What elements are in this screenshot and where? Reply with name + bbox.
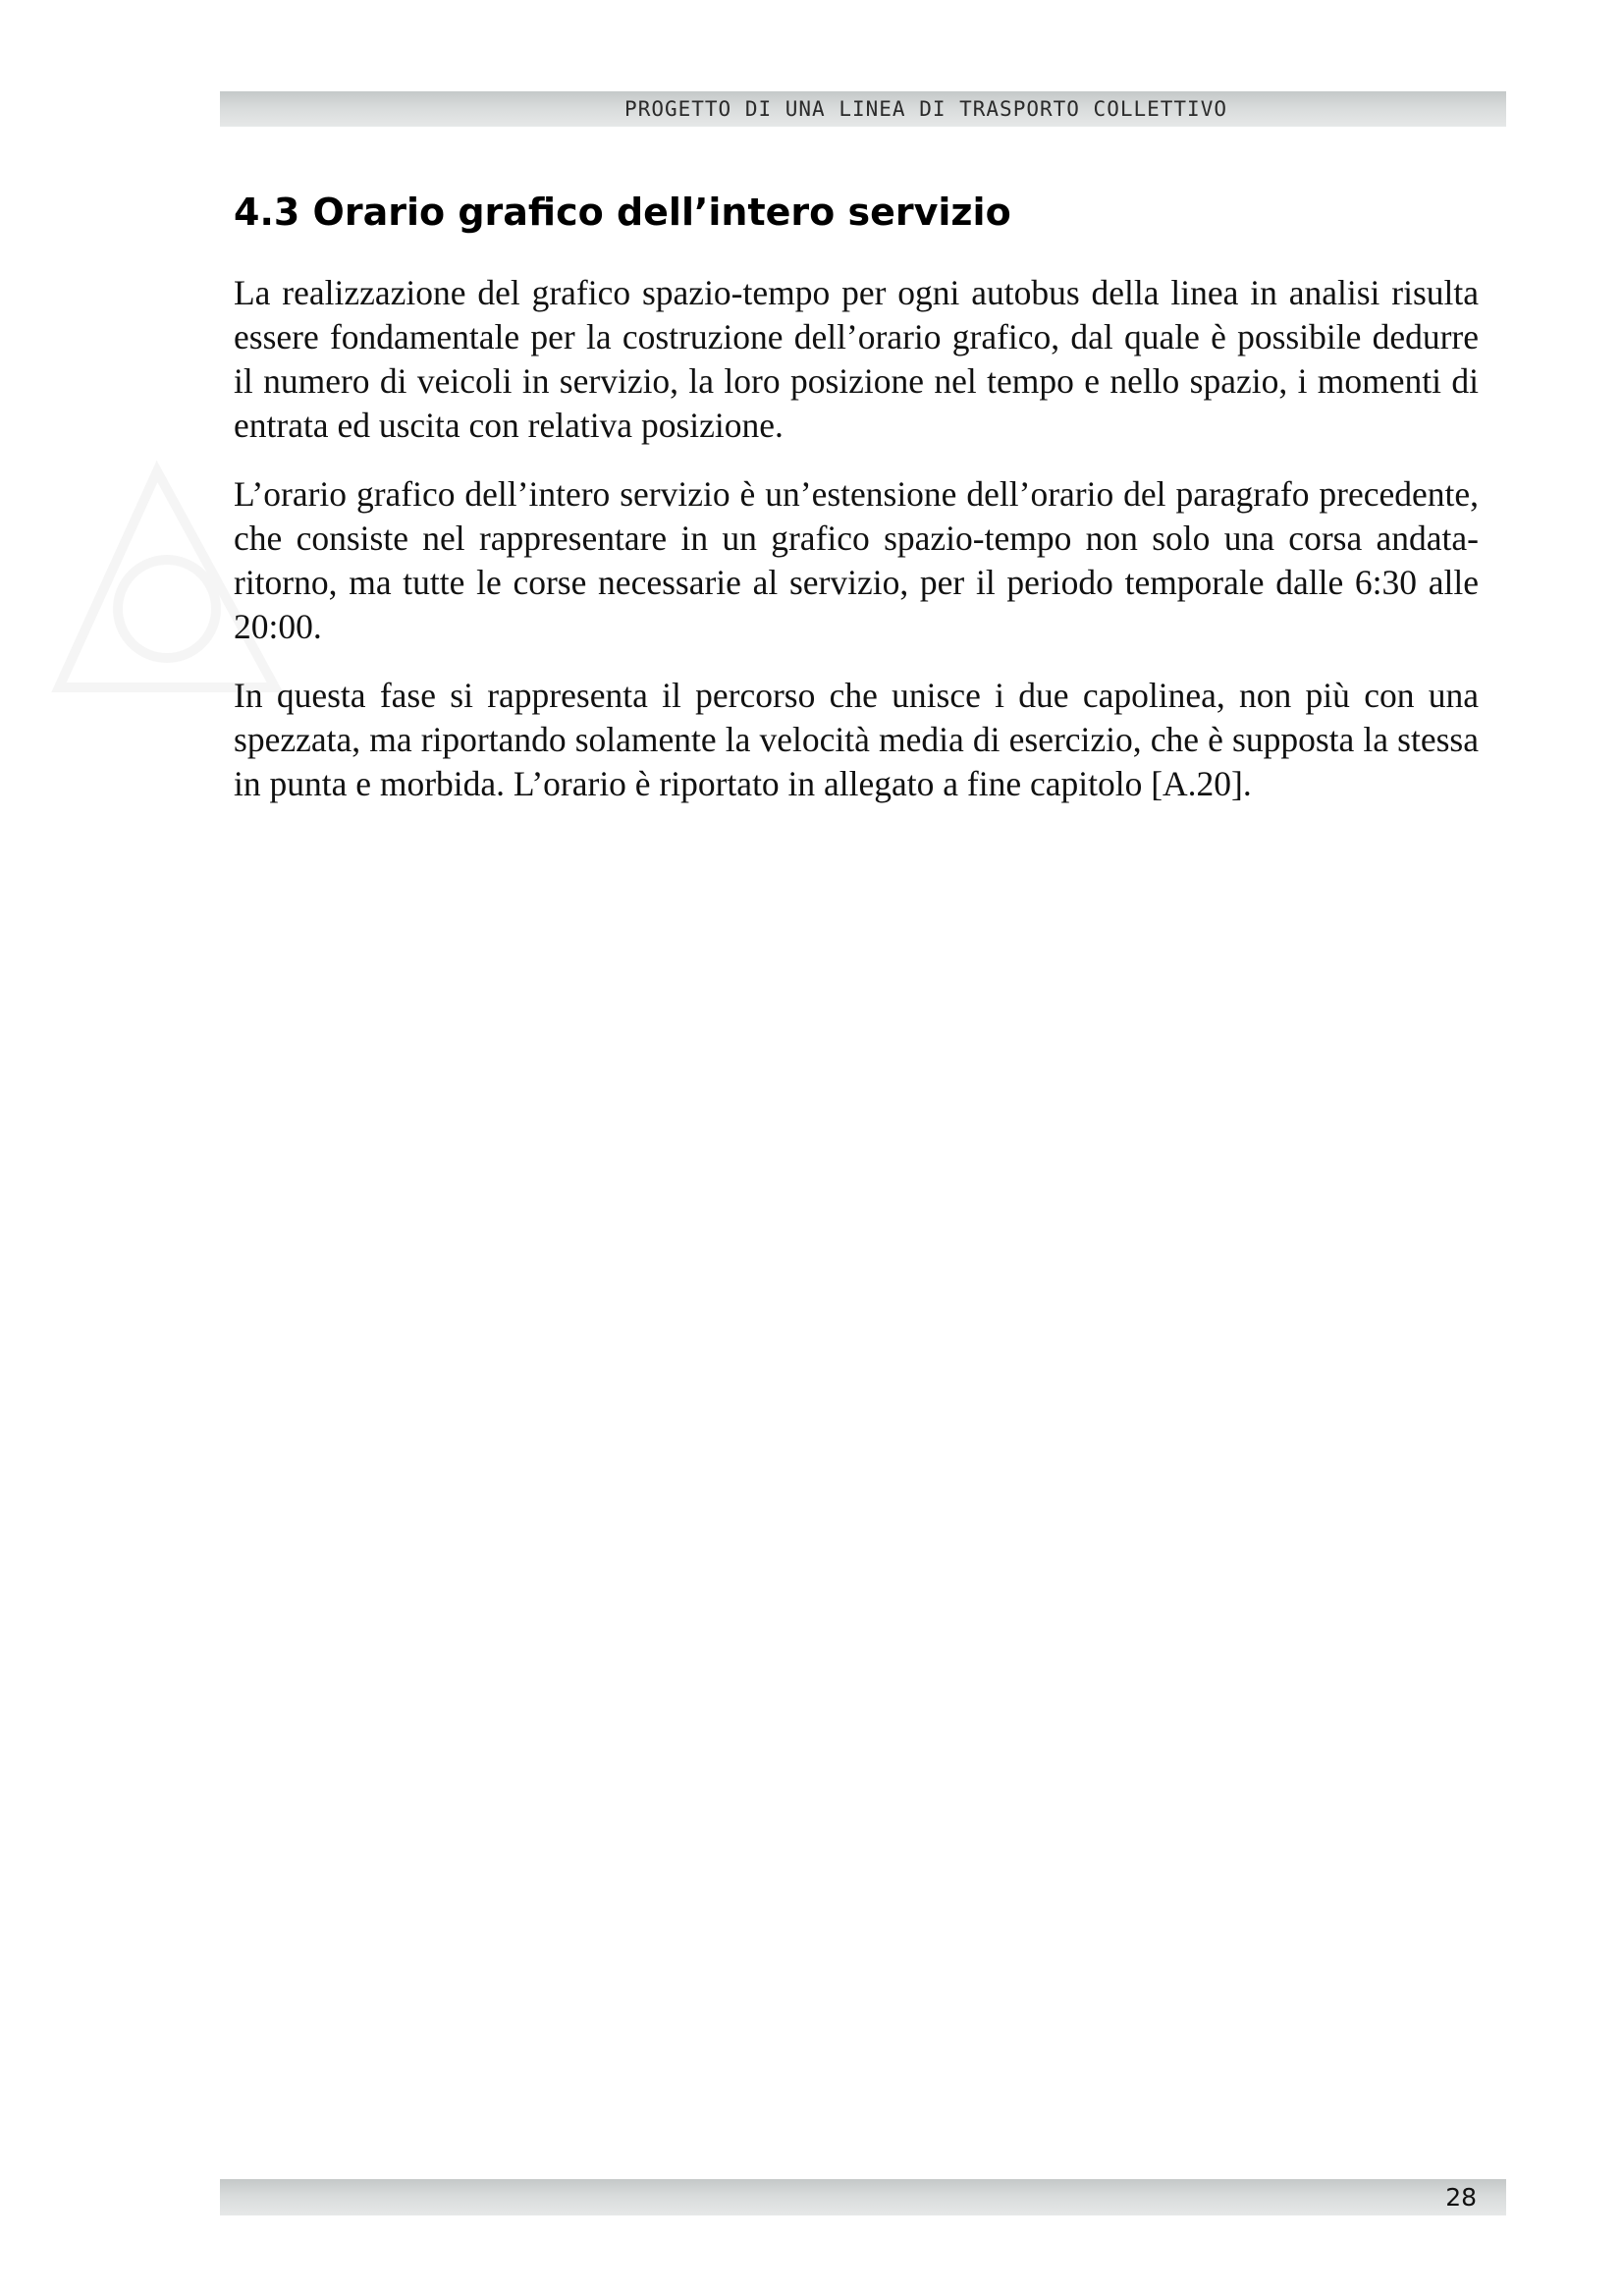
running-header-title: PROGETTO DI UNA LINEA DI TRASPORTO COLLETTIVO (624, 97, 1227, 121)
paragraph: In questa fase si rappresenta il percorso che unisce i due capolinea, non più con una spezzata, ma riportando solamente la velocità media di esercizio, che è supposta la stessa in punta e morbida. L’orario è riportato in allegato a fine capitolo [A.20]. (234, 676, 1479, 803)
paragraph: L’orario grafico dell’intero servizio è un’estensione dell’orario del paragrafo precedente, che consiste nel rappresentare in un grafico spazio-tempo non solo una corsa andata-ritorno, ma tutte le corse necessarie al servizio, per il periodo temporale dalle 6:30 alle 20:00. (234, 474, 1479, 646)
running-header (220, 91, 1506, 127)
paragraph: La realizzazione del grafico spazio-tempo per ogni autobus della linea in analisi risulta essere fondamentale per la costruzione dell’orario grafico, dal quale è possibile dedurre il numero di veicoli in servizio, la loro posizione nel tempo e nello spazio, i momenti di entrata ed uscita con relativa posizione. (234, 273, 1479, 445)
section-body (234, 271, 1479, 831)
page-number: 28 (1445, 2183, 1477, 2212)
page-footer (220, 2179, 1506, 2215)
section-title: 4.3 Orario grafico dell’intero servizio (234, 191, 1011, 234)
